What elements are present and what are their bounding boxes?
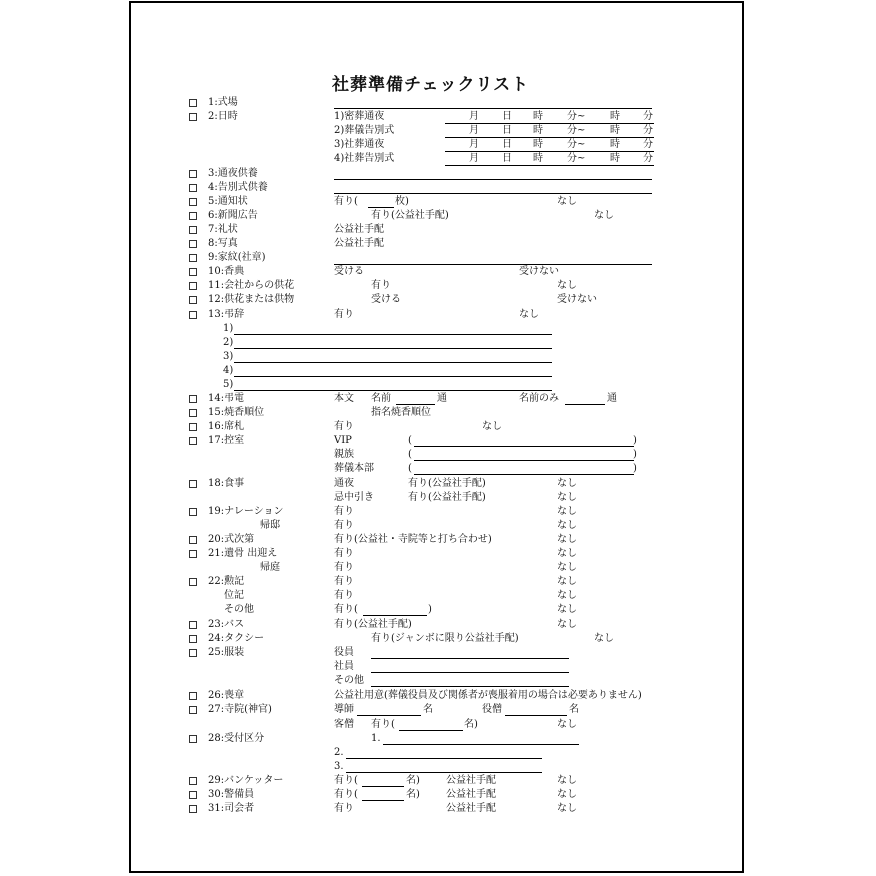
checkbox-9[interactable]: [189, 254, 197, 262]
option-no: なし: [557, 619, 577, 630]
checkbox-14[interactable]: [189, 395, 197, 403]
hour-label: 時: [610, 153, 620, 164]
option-yes: 有り: [334, 590, 354, 601]
month-label: 月: [469, 153, 479, 164]
checkbox-20[interactable]: [189, 536, 197, 544]
page-title: 社葬準備チェックリスト: [332, 75, 530, 95]
item-label-16: 16:席札: [208, 421, 245, 432]
sheet-count-field[interactable]: [368, 207, 394, 208]
koeki-arranged: 公益社手配: [446, 775, 496, 786]
other-label: その他: [334, 675, 364, 686]
eulogy-number: 2): [223, 337, 234, 348]
option-yes: 有り(: [334, 196, 358, 207]
checkbox-16[interactable]: [189, 423, 197, 431]
option-yes: 有り: [334, 506, 354, 517]
employees-attire-field[interactable]: [371, 672, 569, 673]
checkbox-22[interactable]: [189, 578, 197, 586]
reception-number: 1.: [371, 733, 381, 744]
date-field[interactable]: [445, 151, 654, 152]
item-label-1: 1:式場: [208, 97, 238, 108]
item-label-20: 20:式次第: [208, 534, 255, 545]
checkbox-13[interactable]: [189, 311, 197, 319]
hour-label: 時: [610, 125, 620, 136]
option-decline: 受けない: [519, 266, 559, 277]
option-no: なし: [557, 280, 577, 291]
option-no: なし: [557, 520, 577, 531]
option-no: なし: [557, 576, 577, 587]
option-accept: 受ける: [334, 266, 364, 277]
count-unit: 通: [437, 393, 447, 404]
option-yes-koeki: 有り(公益社手配): [371, 210, 449, 221]
minute-label: 分: [643, 111, 653, 122]
person-unit-close: 名): [406, 789, 420, 800]
option-no: なし: [557, 803, 577, 814]
reception-field[interactable]: [383, 744, 579, 745]
option-no: なし: [557, 506, 577, 517]
option-no: なし: [557, 478, 577, 489]
body-label: 本文: [334, 393, 354, 404]
option-no: なし: [557, 604, 577, 615]
item-label-5: 5:通知状: [208, 196, 248, 207]
checkbox-19[interactable]: [189, 508, 197, 516]
option-no: なし: [557, 590, 577, 601]
checkbox-3[interactable]: [189, 170, 197, 178]
option-decline: 受けない: [557, 294, 597, 305]
month-label: 月: [469, 111, 479, 122]
month-label: 月: [469, 139, 479, 150]
item-label-26: 26:喪章: [208, 690, 245, 701]
eulogy-field[interactable]: [234, 334, 552, 335]
eulogy-number: 1): [223, 323, 234, 334]
option-yes: 有り: [334, 576, 354, 587]
officers-attire-field[interactable]: [371, 658, 569, 659]
day-label: 日: [502, 111, 512, 122]
paren-close: ): [428, 604, 432, 615]
guest-priest-field[interactable]: [399, 730, 463, 731]
eulogy-number: 5): [223, 379, 234, 390]
name-only-label: 名前のみ: [519, 393, 559, 404]
minute-from-label: 分~: [567, 125, 586, 136]
hour-label: 時: [610, 111, 620, 122]
date-row-label: 3)社葬通夜: [334, 139, 385, 150]
koeki-arranged: 公益社手配: [446, 789, 496, 800]
day-label: 日: [502, 139, 512, 150]
item-label-25: 25:服装: [208, 647, 245, 658]
reception-field[interactable]: [346, 758, 542, 759]
head-priest-label: 導師: [334, 704, 354, 715]
item-label-30: 30:警備員: [208, 789, 255, 800]
wake-meal-label: 通夜: [334, 478, 354, 489]
option-yes: 有り: [334, 562, 354, 573]
day-label: 日: [502, 153, 512, 164]
security-staff-field[interactable]: [362, 800, 404, 801]
option-yes-coordination: 有り(公益社・寺院等と打ち合わせ): [334, 534, 492, 545]
checkbox-29[interactable]: [189, 777, 197, 785]
officers-label: 役員: [334, 647, 354, 658]
date-field[interactable]: [445, 137, 654, 138]
koeki-arranged: 公益社手配: [334, 238, 384, 249]
option-no: なし: [557, 789, 577, 800]
option-no: なし: [519, 309, 539, 320]
family-room-label: 親族: [334, 449, 354, 460]
eulogy-field[interactable]: [234, 348, 552, 349]
assistant-priest-field[interactable]: [505, 715, 567, 716]
option-no: なし: [557, 534, 577, 545]
checkbox-8[interactable]: [189, 240, 197, 248]
item-label-4: 4:告別式供養: [208, 182, 268, 193]
item-label-13: 13:弔辞: [208, 309, 245, 320]
hour-label: 時: [533, 125, 543, 136]
option-yes: 有り: [334, 803, 354, 814]
checkbox-30[interactable]: [189, 791, 197, 799]
checkbox-31[interactable]: [189, 805, 197, 813]
item-label-22c: その他: [224, 604, 254, 615]
eulogy-number: 4): [223, 365, 234, 376]
checkbox-17[interactable]: [189, 437, 197, 445]
eulogy-field[interactable]: [234, 362, 552, 363]
checkbox-25[interactable]: [189, 649, 197, 657]
name-label: 名前: [371, 393, 391, 404]
wake-service-field[interactable]: [334, 179, 652, 180]
option-yes: 有り: [334, 520, 354, 531]
item-label-18: 18:食事: [208, 478, 245, 489]
date-row-label: 2)葬儀告別式: [334, 125, 395, 136]
hour-label: 時: [533, 111, 543, 122]
checkbox-24[interactable]: [189, 635, 197, 643]
item-label-23: 23:バス: [208, 619, 245, 630]
checkbox-1[interactable]: [189, 99, 197, 107]
checkbox-26[interactable]: [189, 692, 197, 700]
option-no: なし: [557, 719, 577, 730]
checkbox-7[interactable]: [189, 226, 197, 234]
option-no: なし: [557, 775, 577, 786]
option-yes: 有り: [334, 421, 354, 432]
option-yes: 有り(: [334, 789, 358, 800]
reception-number: 3.: [334, 761, 344, 772]
option-accept: 受ける: [371, 294, 401, 305]
date-row-label: 4)社葬告別式: [334, 153, 395, 164]
head-priest-field[interactable]: [357, 715, 421, 716]
reception-number: 2.: [334, 747, 344, 758]
checkbox-27[interactable]: [189, 706, 197, 714]
checkbox-10[interactable]: [189, 268, 197, 276]
vip-room-field[interactable]: [414, 446, 634, 447]
checkbox-12[interactable]: [189, 296, 197, 304]
date-field[interactable]: [445, 165, 654, 166]
date-row-label: 1)密葬通夜: [334, 111, 385, 122]
option-no: なし: [557, 548, 577, 559]
guest-priest-label: 客僧: [334, 719, 354, 730]
minute-from-label: 分~: [567, 153, 586, 164]
item-label-24: 24:タクシー: [208, 633, 265, 644]
item-label-31: 31:司会者: [208, 803, 255, 814]
paren-close: ): [633, 435, 637, 446]
family-crest-field[interactable]: [334, 264, 652, 265]
employees-label: 社員: [334, 661, 354, 672]
minute-from-label: 分~: [567, 111, 586, 122]
item-label-21b: 帰庭: [260, 562, 280, 573]
checkbox-15[interactable]: [189, 409, 197, 417]
option-yes: 有り(: [334, 604, 358, 615]
paren-open: (: [408, 463, 412, 474]
option-no: なし: [594, 633, 614, 644]
item-label-14: 14:弔電: [208, 393, 245, 404]
checkbox-4[interactable]: [189, 184, 197, 192]
telegram-name-count-field[interactable]: [396, 404, 435, 405]
option-yes: 有り: [334, 309, 354, 320]
item-label-7: 7:礼状: [208, 224, 238, 235]
other-attire-field[interactable]: [371, 686, 569, 687]
person-unit: 名: [423, 704, 433, 715]
person-unit: 名: [569, 704, 579, 715]
minute-label: 分: [643, 139, 653, 150]
item-label-27: 27:寺院(神官): [208, 704, 272, 715]
item-label-19b: 帰邸: [260, 520, 280, 531]
item-label-22b: 位記: [224, 590, 244, 601]
hq-room-label: 葬儀本部: [334, 463, 374, 474]
checkbox-11[interactable]: [189, 282, 197, 290]
person-unit-close: 名): [464, 719, 478, 730]
telegram-name-only-field[interactable]: [565, 404, 605, 405]
hour-label: 時: [533, 139, 543, 150]
item-label-9: 9:家紋(社章): [208, 252, 266, 263]
checkbox-6[interactable]: [189, 212, 197, 220]
reception-field[interactable]: [346, 772, 542, 773]
option-yes-koeki: 有り(公益社手配): [408, 478, 486, 489]
armband-note: 公益社用意(葬儀役員及び関係者が喪服着用の場合は必要ありません): [334, 690, 642, 701]
option-yes: 有り(: [334, 775, 358, 786]
koeki-arranged: 公益社手配: [446, 803, 496, 814]
item-label-28: 28:受付区分: [208, 733, 265, 744]
option-no: なし: [557, 492, 577, 503]
checkbox-2[interactable]: [189, 113, 197, 121]
checkbox-23[interactable]: [189, 621, 197, 629]
option-yes: 有り(: [371, 719, 395, 730]
designated-order-label: 指名焼香順位: [371, 407, 431, 418]
assistant-priest-label: 役僧: [482, 704, 502, 715]
item-label-2: 2:日時: [208, 111, 238, 122]
item-label-22: 22:勲記: [208, 576, 245, 587]
count-unit: 通: [607, 393, 617, 404]
mourning-meal-label: 忌中引き: [334, 492, 374, 503]
item-label-12: 12:供花または供物: [208, 294, 295, 305]
checkbox-28[interactable]: [189, 735, 197, 743]
option-yes: 有り: [334, 548, 354, 559]
item-label-11: 11:会社からの供花: [208, 280, 295, 291]
minute-label: 分: [643, 125, 653, 136]
eulogy-field[interactable]: [234, 376, 552, 377]
option-yes: 有り: [371, 280, 391, 291]
hour-label: 時: [533, 153, 543, 164]
item-label-6: 6:新聞広告: [208, 210, 258, 221]
sheet-unit: 枚): [395, 196, 409, 207]
month-label: 月: [469, 125, 479, 136]
checkbox-18[interactable]: [189, 480, 197, 488]
banquet-staff-field[interactable]: [362, 786, 404, 787]
item-label-17: 17:控室: [208, 435, 245, 446]
other-honor-field[interactable]: [363, 615, 427, 616]
item-label-21: 21:遺骨 出迎え: [208, 548, 278, 559]
eulogy-field[interactable]: [234, 390, 552, 391]
item-label-19: 19:ナレーション: [208, 506, 284, 517]
item-label-8: 8:写真: [208, 238, 238, 249]
option-no: なし: [557, 196, 577, 207]
option-no: なし: [557, 562, 577, 573]
checkbox-21[interactable]: [189, 550, 197, 558]
paren-open: (: [408, 449, 412, 460]
paren-close: ): [633, 463, 637, 474]
vip-room-label: VIP: [334, 435, 352, 446]
option-no: なし: [482, 421, 502, 432]
option-yes-koeki: 有り(公益社手配): [408, 492, 486, 503]
item-label-15: 15:焼香順位: [208, 407, 265, 418]
hq-room-field[interactable]: [414, 474, 634, 475]
date-field[interactable]: [445, 123, 654, 124]
item-label-10: 10:香典: [208, 266, 245, 277]
day-label: 日: [502, 125, 512, 136]
option-no: なし: [594, 210, 614, 221]
paren-close: ): [633, 449, 637, 460]
minute-from-label: 分~: [567, 139, 586, 150]
venue-field[interactable]: [334, 108, 652, 109]
koeki-arranged: 公益社手配: [334, 224, 384, 235]
checkbox-5[interactable]: [189, 198, 197, 206]
person-unit-close: 名): [406, 775, 420, 786]
family-room-field[interactable]: [414, 460, 634, 461]
eulogy-number: 3): [223, 351, 234, 362]
minute-label: 分: [643, 153, 653, 164]
item-label-3: 3:通夜供養: [208, 168, 258, 179]
option-yes-koeki: 有り(公益社手配): [334, 619, 412, 630]
farewell-service-field[interactable]: [334, 193, 652, 194]
paren-open: (: [408, 435, 412, 446]
hour-label: 時: [610, 139, 620, 150]
item-label-29: 29:バンケッター: [208, 775, 284, 786]
option-yes-jumbo: 有り(ジャンボに限り公益社手配): [371, 633, 519, 644]
